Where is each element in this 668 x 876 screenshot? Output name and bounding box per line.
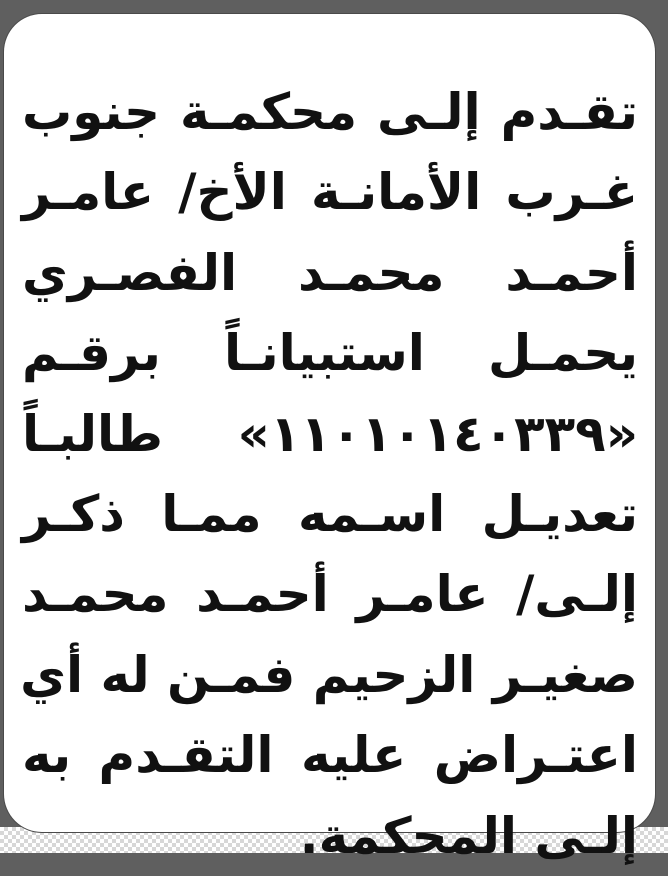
notice-line-9: اعتـراض عليه التقـدم به — [22, 726, 638, 785]
notice-line-3: أحمـد محمـد الفصـري — [22, 243, 638, 302]
notice-line-5: «١١٠١٠١٤٠٣٣٩» طالبـاً — [22, 404, 638, 463]
notice-line-6: تعديـل اسـمه ممـا ذكـر — [22, 484, 638, 543]
notice-line-2: غـرب الأمانـة الأخ/ عامـر — [22, 163, 638, 222]
notice-line-10: إلـى المحكمة. — [299, 806, 638, 865]
notice-line-7: إلـى/ عامـر أحمـد محمـد — [22, 565, 638, 624]
notice-line-8: صغيـر الزحيم فمـن له أي — [20, 645, 638, 704]
notice-line-1: تقـدم إلـى محكمـة جنوب — [22, 83, 638, 141]
notice-card — [4, 14, 655, 865]
court-notice-text — [22, 72, 638, 876]
notice-line-4: يحمـل استبيانـاً برقـم — [22, 324, 638, 383]
